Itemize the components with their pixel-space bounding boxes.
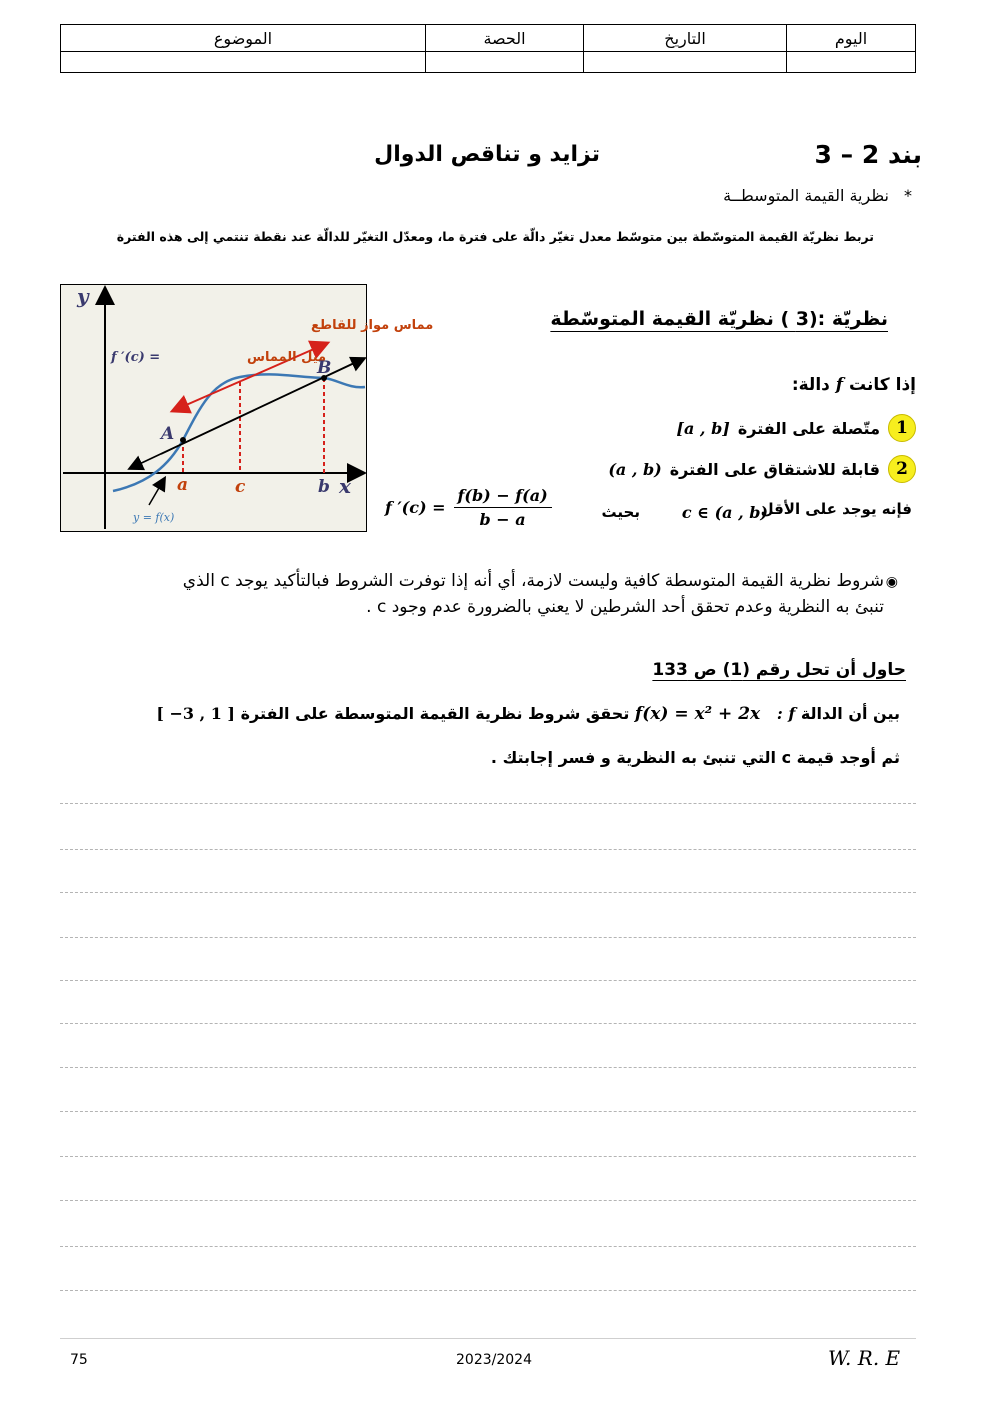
answer-line[interactable]: [60, 1246, 916, 1247]
theorem-conclusion: فإنه يوجد على الأقل: [760, 500, 912, 518]
page-number: 75: [70, 1352, 88, 1368]
answer-line[interactable]: [60, 892, 916, 893]
star-icon: *: [904, 186, 912, 205]
exercise-title: حاول أن تحل رقم (1) ص 133: [652, 660, 906, 680]
point-a-dot: [180, 437, 186, 443]
answer-line[interactable]: [60, 980, 916, 981]
header-value-date[interactable]: [584, 52, 787, 73]
lesson-title: تزايد و تناقص الدوال: [374, 142, 600, 167]
footer-divider: [60, 1338, 916, 1339]
graph-svg: [61, 284, 434, 531]
header-table: [60, 24, 916, 73]
note-line-1: شروط نظرية القيمة المتوسطة كافية وليست لازمة، أي أنه إذا توفرت الشروط فبالتأكيد يوجد c الذي: [182, 571, 884, 591]
condition-2-text: قابلة للاشتقاق على الفترة: [669, 459, 880, 479]
formula-fraction: [454, 486, 552, 529]
section-heading-text: نظرية القيمة المتوسطــة: [723, 186, 889, 205]
function-label: y = f(x): [133, 511, 175, 524]
section-intro: تربط نظريّة القيمة المتوسّطة بين متوسّط معدل تغيّر دالّة على فترة ما، ومعدّل التغيّر للدالّة عند نقطة تنتمي إلى هذه الفترة: [116, 229, 874, 244]
if-end: دالة:: [791, 375, 830, 395]
such-that: بحيث: [601, 503, 640, 521]
answer-line[interactable]: [60, 1156, 916, 1157]
answer-line[interactable]: [60, 937, 916, 938]
condition-2: [608, 455, 916, 483]
theorem-title: نظريّة :(3 ) نظريّة القيمة المتوسّطة: [550, 308, 888, 330]
exercise-line1-var: f :: [776, 704, 796, 723]
header-cell-period: الحصة: [426, 25, 584, 52]
if-text: إذا كانت: [849, 375, 916, 395]
answer-line[interactable]: [60, 1023, 916, 1024]
header-value-subject[interactable]: [61, 52, 426, 73]
condition-2-badge: 2: [888, 455, 916, 483]
header-cell-date: التاريخ: [584, 25, 787, 52]
section-heading: [723, 186, 912, 205]
exercise-function: f(x) = x² + 2x: [634, 704, 761, 724]
y-axis-label: y: [77, 284, 89, 308]
tick-a-label: a: [177, 475, 189, 495]
header-cell-subject: الموضوع: [61, 25, 426, 52]
note-line-2: تنبئ به النظرية وعدم تحقق أحد الشرطين لا يعني بالضرورة عدم وجود c .: [366, 597, 884, 617]
slope-label-math: f ′(c) =: [111, 350, 161, 365]
parallel-tangent-label: مماس مواز للقاطع: [311, 318, 434, 333]
tick-b-label: b: [318, 477, 330, 497]
condition-1-badge: 1: [888, 414, 916, 442]
footer-year: 2023/2024: [456, 1352, 532, 1368]
answer-line[interactable]: [60, 849, 916, 850]
mean-value-formula: [385, 486, 552, 529]
exercise-interval: [ 1 , 3− ]: [156, 704, 235, 723]
answer-line[interactable]: [60, 1290, 916, 1291]
point-b-label: B: [317, 358, 332, 378]
header-value-day[interactable]: [787, 52, 916, 73]
c-in-interval: c ∈ (a , b): [681, 503, 768, 522]
if-var: f: [835, 375, 844, 395]
tangent-line: [177, 381, 241, 409]
condition-1-text: متّصلة على الفترة: [737, 418, 880, 438]
formula-numerator: f(b) − f(a): [454, 486, 552, 508]
exercise-line-2: ثم أوجد قيمة c التي تنبئ به النظرية و فسر إجابتك .: [490, 748, 900, 767]
condition-1-interval: [a , b]: [676, 418, 730, 438]
mean-value-graph: [60, 284, 434, 532]
function-label-leader: [149, 481, 163, 505]
x-axis-label: x: [339, 474, 351, 498]
answer-line[interactable]: [60, 1200, 916, 1201]
slope-label-text: ميل المماس: [247, 350, 327, 365]
formula-lhs: f ′(c) =: [385, 498, 446, 517]
exercise-line1-mid: تحقق شروط نظرية القيمة المتوسطة على الفترة: [240, 704, 630, 723]
lesson-number: بند 2 – 3: [814, 140, 922, 169]
point-a-label: A: [161, 424, 175, 444]
exercise-line-1: [156, 704, 900, 724]
bullet-icon: ◉: [885, 574, 898, 590]
answer-line[interactable]: [60, 803, 916, 804]
tick-c-label: c: [235, 477, 246, 497]
header-value-period[interactable]: [426, 52, 584, 73]
answer-line[interactable]: [60, 1067, 916, 1068]
footer-author: W. R. E: [828, 1346, 901, 1370]
exercise-line1-start: بين أن الدالة: [800, 704, 900, 723]
note-paragraph: [84, 568, 884, 620]
formula-denominator: b − a: [479, 510, 526, 529]
condition-2-interval: (a , b): [608, 459, 662, 479]
condition-1: [676, 414, 916, 442]
header-cell-day: اليوم: [787, 25, 916, 52]
theorem-if-line: [792, 375, 916, 395]
answer-line[interactable]: [60, 1111, 916, 1112]
